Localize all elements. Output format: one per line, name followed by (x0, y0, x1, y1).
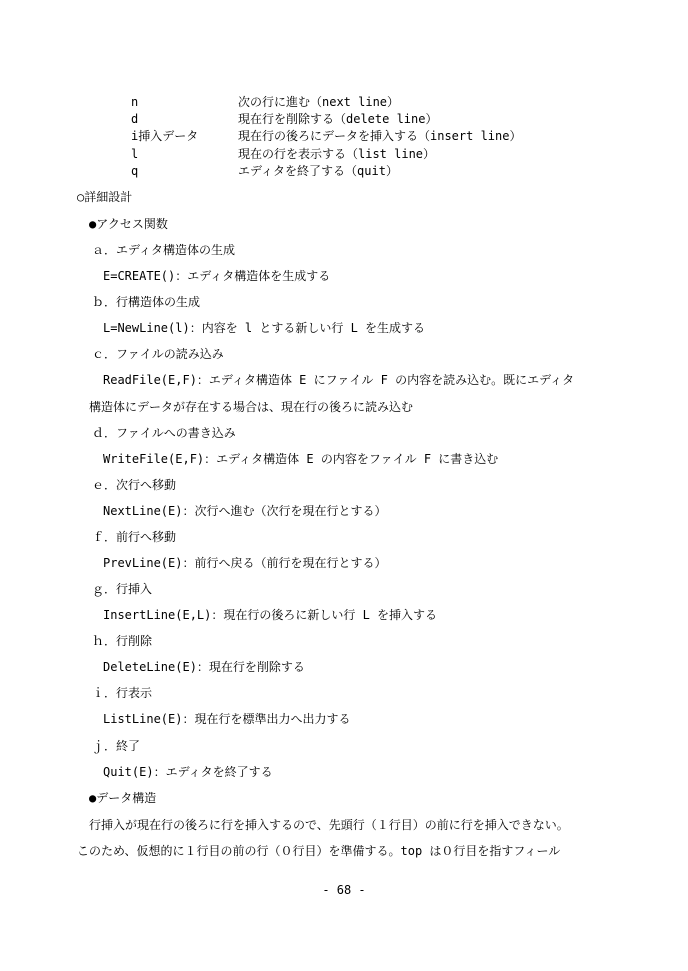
section-heading-detailed-design: ○詳細設計 (77, 190, 133, 204)
function-detail: E=CREATE()：エディタ構造体を生成する (103, 269, 331, 283)
function-detail: WriteFile(E,F)：エディタ構造体 E の内容をファイル F に書き込む (103, 452, 499, 466)
function-label: ｅ．次行へ移動 (92, 478, 177, 492)
function-label: ｆ．前行へ移動 (92, 530, 177, 544)
page-number: - 68 - (322, 883, 366, 897)
subheading-access-functions: ●アクセス関数 (89, 217, 168, 231)
function-detail: ListLine(E)：現在行を標準出力へ出力する (103, 712, 351, 726)
function-detail: DeleteLine(E)：現在行を削除する (103, 660, 305, 674)
function-detail: PrevLine(E)：前行へ戻る（前行を現在行とする） (103, 556, 387, 570)
subheading-data-structure: ●データ構造 (89, 791, 157, 805)
command-key: d (131, 112, 139, 126)
command-description: 現在行を削除する（delete line） (238, 112, 438, 126)
function-detail: L=NewLine(l)：内容を l とする新しい行 L を生成する (103, 321, 426, 335)
function-label: ａ．エディタ構造体の生成 (92, 243, 236, 257)
function-detail: InsertLine(E,L)：現在行の後ろに新しい行 L を挿入する (103, 608, 438, 622)
function-label: ｉ．行表示 (92, 686, 153, 700)
function-detail: NextLine(E)：次行へ進む（次行を現在行とする） (103, 504, 387, 518)
command-description: 現在の行を表示する（list line） (238, 147, 436, 161)
command-description: 現在行の後ろにデータを挿入する（insert line） (238, 129, 522, 143)
function-label: ｄ．ファイルへの書き込み (92, 426, 236, 440)
command-key: n (131, 95, 139, 109)
command-key: l (131, 147, 139, 161)
command-key: i挿入データ (131, 129, 199, 143)
function-detail-continued: 構造体にデータが存在する場合は、現在行の後ろに読み込む (89, 400, 414, 414)
function-detail: Quit(E)：エディタを終了する (103, 765, 273, 779)
command-key: q (131, 164, 139, 178)
paragraph-line: このため、仮想的に１行目の前の行（０行目）を準備する。top は０行目を指すフィール (77, 844, 561, 858)
command-description: エディタを終了する（quit） (238, 164, 398, 178)
command-description: 次の行に進む（next line） (238, 95, 400, 109)
function-label: ｇ．行挿入 (92, 582, 153, 596)
function-label: ｃ．ファイルの読み込み (92, 347, 224, 361)
function-label: ｂ．行構造体の生成 (92, 295, 201, 309)
function-label: ｊ．終了 (92, 739, 141, 753)
paragraph-line: 行挿入が現在行の後ろに行を挿入するので、先頭行（１行目）の前に行を挿入できない。 (89, 818, 569, 832)
function-detail: ReadFile(E,F)：エディタ構造体 E にファイル F の内容を読み込む。既にエディタ (103, 373, 575, 387)
function-label: ｈ．行削除 (92, 634, 153, 648)
